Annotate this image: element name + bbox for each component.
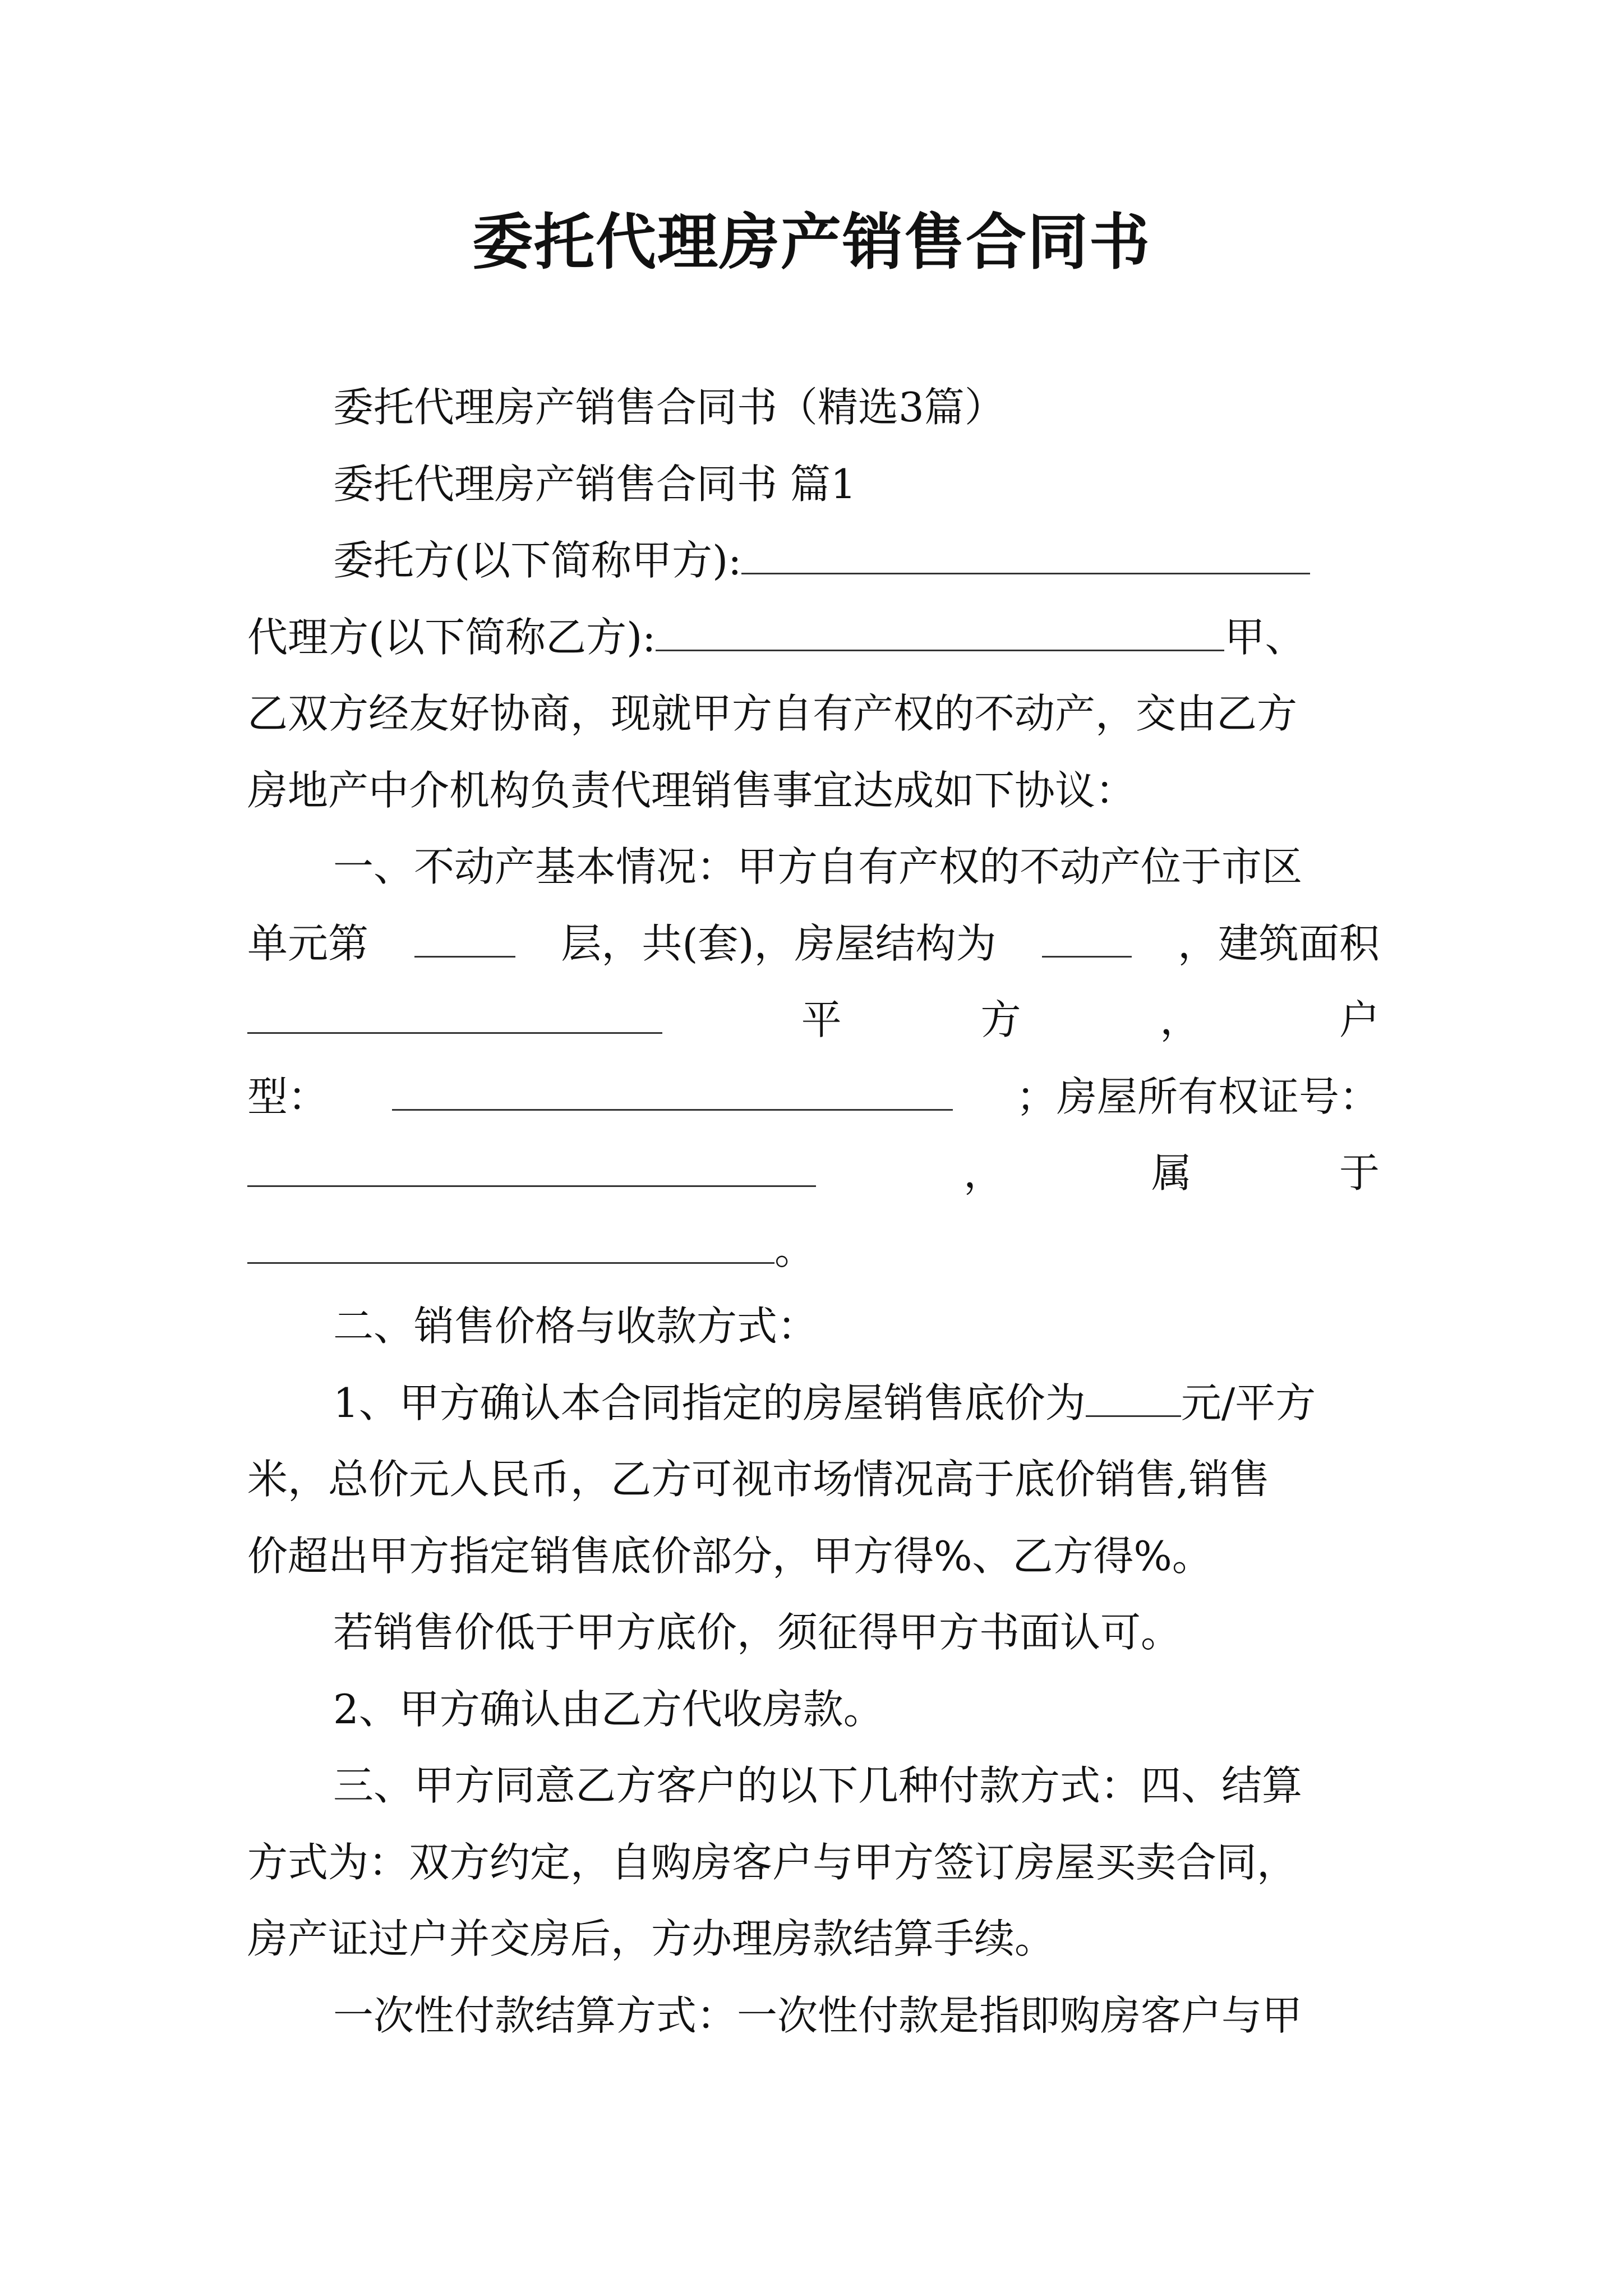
client-label: 委托方(以下简称甲方):: [333, 537, 742, 584]
document-body: [247, 369, 1380, 2054]
base-price-blank: [1086, 1379, 1181, 1417]
area-label: ，建筑面积: [1177, 919, 1380, 967]
comma-2: ，: [963, 1149, 1004, 1197]
structure-blank: [1042, 920, 1132, 958]
cert-label: ；房屋所有权证号：: [1016, 1073, 1380, 1120]
section-1-line-2: [247, 905, 1380, 982]
section-1-line-4: [247, 1059, 1380, 1135]
agent-label: 代理方(以下简称乙方):: [247, 613, 656, 661]
base-price-unit: 元/平方: [1181, 1379, 1316, 1427]
owner-blank: [247, 1226, 774, 1264]
section-2-heading: 二、销售价格与收款方式：: [333, 1303, 818, 1350]
belong-char-2: 于: [1339, 1149, 1380, 1197]
intro-line-1: 乙双方经友好协商，现就甲方自有产权的不动产，交由乙方: [247, 690, 1298, 737]
sqm-char-1: 平: [801, 996, 842, 1043]
type-blank: [392, 1073, 953, 1111]
type-label: 型：: [247, 1073, 329, 1120]
section-2-para-1-line-2: 米，总价元人民币，乙方可视市场情况高于底价销售,销售: [247, 1456, 1270, 1503]
agent-blank: [656, 614, 1224, 651]
agent-line: [247, 599, 1380, 676]
section-3-line-3: 房产证过户并交房后，方办理房款结算手续。: [247, 1915, 1055, 1962]
belong-char-1: 属: [1151, 1149, 1192, 1197]
section-2-para-1-line-1: [247, 1365, 1380, 1442]
comma-1: ，: [1160, 996, 1201, 1043]
client-blank: [741, 537, 1310, 574]
agent-suffix: 甲、: [1224, 613, 1306, 661]
unit-label: 单元第: [247, 919, 369, 967]
section-1-line-3: [247, 982, 1380, 1059]
floor-blank: [414, 920, 515, 958]
section-2-para-1-line-3: 价超出甲方指定销售底价部分，甲方得%、乙方得%。: [247, 1532, 1212, 1580]
subtitle: 委托代理房产销售合同书（精选3篇）: [333, 384, 1005, 431]
area-blank: [247, 996, 662, 1034]
cert-blank: [247, 1149, 816, 1187]
floor-total-label: 层，共(套)，房屋结构为: [561, 919, 997, 967]
section-1-line-5: [247, 1135, 1380, 1212]
section-2-para-2: 若销售价低于甲方底价，须征得甲方书面认可。: [333, 1609, 1182, 1656]
section-1-line-6: [247, 1212, 1380, 1289]
period: 。: [774, 1226, 815, 1273]
section-1-line-1: 一、不动产基本情况：甲方自有产权的不动产位于市区: [333, 843, 1303, 890]
section-3-line-1: 三、甲方同意乙方客户的以下几种付款方式：四、结算: [333, 1762, 1303, 1809]
base-price-label: 1、甲方确认本合同指定的房屋销售底价为: [333, 1379, 1086, 1427]
section-3-line-2: 方式为：双方约定，自购房客户与甲方签订房屋买卖合同，: [247, 1838, 1298, 1886]
document-title: 委托代理房产销售合同书: [472, 207, 1151, 278]
section-2-para-3: 2、甲方确认由乙方代收房款。: [333, 1685, 884, 1733]
intro-line-2: 房地产中介机构负责代理销售事宜达成如下协议：: [247, 766, 1136, 814]
client-line: [247, 522, 1380, 599]
household-char: 户: [1339, 996, 1380, 1043]
sqm-char-2: 方: [980, 996, 1021, 1043]
section-4-line-1: 一次性付款结算方式：一次性付款是指即购房客户与甲: [333, 1991, 1303, 2039]
chapter-heading: 委托代理房产销售合同书 篇1: [333, 460, 856, 508]
